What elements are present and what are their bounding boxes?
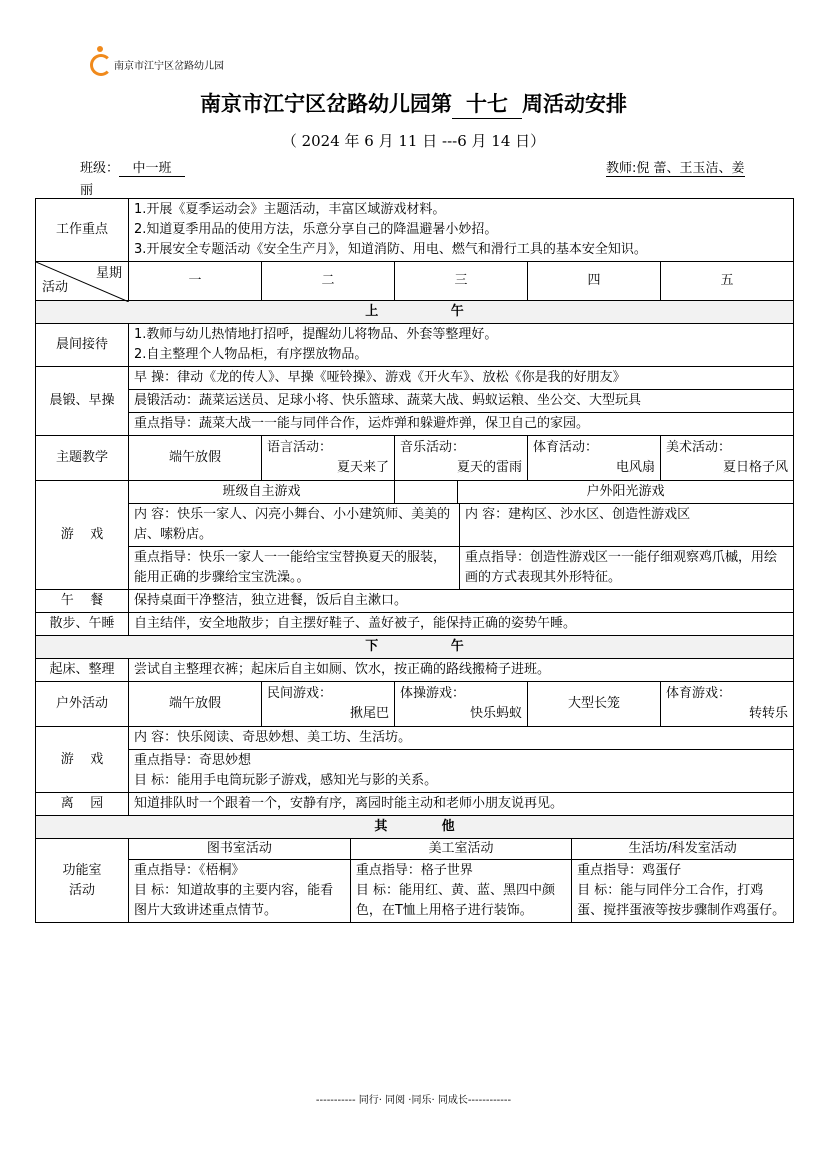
games-focus-cell <box>129 547 794 590</box>
room-goal: 目 标：知道故事的主要内容，能看图片大致讲述重点情节。 <box>134 883 334 918</box>
exercise-activities: 晨锻活动：蔬菜运送员、足球小将、快乐篮球、蔬菜大战、蚂蚁运粮、坐公交、大型玩具 <box>129 390 794 413</box>
room-focus: 重点指导：《梧桐》 <box>134 863 245 878</box>
work-focus-line: 3.开展安全专题活动《安全生产月》，知道消防、用电、燃气和滑行工具的基本安全知识。 <box>134 242 647 257</box>
theme-fri <box>661 436 794 481</box>
games-focus-row <box>36 547 794 590</box>
reception-row <box>36 324 794 367</box>
class-label: 班级： <box>80 161 120 176</box>
leave-content: 知道排队时一个跟着一个，安静有序，离园时能主动和老师小朋友说再见。 <box>129 793 794 816</box>
day-thu: 四 <box>528 262 661 301</box>
outdoor-games-title-cell <box>395 481 794 504</box>
footer-slogan: ----------- 同行· 同阅 ·同乐· 同成长------------ <box>315 1095 512 1106</box>
activity-type: 美术活动： <box>666 440 732 455</box>
life-room-content <box>572 860 793 923</box>
outdoor-label: 户外活动 <box>36 682 129 727</box>
leave-row <box>36 793 794 816</box>
reception-line: 2.自主整理个人物品柜，有序摆放物品。 <box>134 347 368 362</box>
class-info <box>80 157 185 177</box>
art-room-title: 美工室活动 <box>350 839 571 860</box>
work-focus-row <box>36 199 794 262</box>
pm-games-focus-cell <box>129 750 794 793</box>
weekday-header-row <box>36 262 794 301</box>
activity-name: 揪尾巴 <box>349 706 389 721</box>
header-week-label: 星期 <box>95 266 122 281</box>
outdoor-thu: 大型长笼 <box>528 682 661 727</box>
nap-row <box>36 613 794 636</box>
activity-type: 语言活动： <box>267 440 333 455</box>
class-games-title-text: 班级自主游戏 <box>222 484 301 499</box>
day-mon: 一 <box>129 262 262 301</box>
leave-label: 离 园 <box>36 793 129 816</box>
work-focus-label: 工作重点 <box>36 199 129 262</box>
exercise-label: 晨锻、早操 <box>36 367 129 436</box>
activity-name: 夏日格子风 <box>722 460 788 475</box>
pm-games-goal: 目 标：能用手电筒玩影子游戏，感知光与影的关系。 <box>134 773 438 788</box>
outdoor-games-focus: 重点指导：创造性游戏区一一能仔细观察鸡爪槭，用绘画的方式表现其外形特征。 <box>465 550 778 585</box>
class-games-title <box>129 481 395 504</box>
outdoor-row <box>36 682 794 727</box>
exercise-row <box>36 390 794 413</box>
activity-type: 体操游戏： <box>400 686 466 701</box>
kindergarten-logo <box>88 46 224 74</box>
exercise-row <box>36 367 794 390</box>
activity-name: 夏天的雷雨 <box>456 460 522 475</box>
activity-name: 快乐蚂蚁 <box>469 706 522 721</box>
page-title <box>0 88 827 119</box>
class-name: 中一班 <box>119 157 185 177</box>
lunch-content: 保持桌面干净整洁，独立进餐，饭后自主漱口。 <box>129 590 794 613</box>
activity-name: 电风扇 <box>615 460 655 475</box>
teacher-info: 教师:倪 蕾、王玉洁、姜 <box>606 157 745 177</box>
outdoor-wed <box>395 682 528 727</box>
pm-games-content: 内 容：快乐阅读、奇思妙想、美工坊、生活坊。 <box>129 727 794 750</box>
games-content-row <box>36 504 794 547</box>
nap-label: 散步、午睡 <box>36 613 129 636</box>
date-range: （ 2024 年 6 月 11 日 ---6 月 14 日） <box>281 132 546 150</box>
function-room-cell <box>129 839 794 923</box>
theme-thu <box>528 436 661 481</box>
logo-icon <box>88 46 110 74</box>
afternoon-section <box>36 636 794 659</box>
activity-name: 夏天来了 <box>336 460 389 475</box>
function-room-row <box>36 839 794 923</box>
lunch-label: 午 餐 <box>36 590 129 613</box>
exercise-morning: 早 操：律动《龙的传人》、早操《哑铃操》、游戏《开火车》、放松《你是我的好朋友》 <box>129 367 794 390</box>
pm-games-label: 游 戏 <box>36 727 129 793</box>
day-tue: 二 <box>262 262 395 301</box>
class-games-focus: 重点指导：快乐一家人一一能给宝宝替换夏天的服装，能用正确的步骤给宝宝洗澡。。 <box>129 547 460 589</box>
activity-name: 转转乐 <box>748 706 788 721</box>
activity-type: 音乐活动： <box>400 440 466 455</box>
outdoor-games-content: 内 容：建构区、沙水区、创造性游戏区 <box>465 507 691 522</box>
outdoor-games-title: 户外阳光游戏 <box>586 484 665 499</box>
outdoor-tue <box>262 682 395 727</box>
activity-type: 体育活动： <box>533 440 599 455</box>
theme-row <box>36 436 794 481</box>
wakeup-content: 尝试自主整理衣裤；起床后自主如厕、饮水，按正确的路线搬椅子进班。 <box>129 659 794 682</box>
theme-wed <box>395 436 528 481</box>
function-room-label <box>36 839 129 923</box>
nap-content: 自主结伴，安全地散步；自主摆好鞋子、盖好被子，能保持正确的姿势午睡。 <box>129 613 794 636</box>
life-room-title: 生活坊/科发室活动 <box>572 839 793 860</box>
work-focus-line: 2.知道夏季用品的使用方法，乐意分享自己的降温避暑小妙招。 <box>134 222 498 237</box>
room-focus: 重点指导：鸡蛋仔 <box>577 863 682 878</box>
games-title-row <box>36 481 794 504</box>
day-wed: 三 <box>395 262 528 301</box>
reception-label: 晨间接待 <box>36 324 129 367</box>
logo-text: 南京市江宁区岔路幼儿园 <box>114 61 224 72</box>
reception-content <box>129 324 794 367</box>
activity-type: 体育游戏： <box>666 686 732 701</box>
theme-tue <box>262 436 395 481</box>
theme-label: 主题教学 <box>36 436 129 481</box>
other-section <box>36 816 794 839</box>
title-suffix: 周活动安排 <box>522 91 627 116</box>
outdoor-mon: 端午放假 <box>129 682 262 727</box>
work-focus-line: 1.开展《夏季运动会》主题活动，丰富区域游戏材料。 <box>134 202 446 217</box>
reception-line: 1.教师与幼儿热情地打招呼，提醒幼儿将物品、外套等整理好。 <box>134 327 498 342</box>
lunch-row <box>36 590 794 613</box>
pm-games-focus: 重点指导：奇思妙想 <box>134 753 252 768</box>
function-room-label-text: 功能室活动 <box>62 862 102 898</box>
library-content <box>129 860 350 923</box>
room-goal: 目 标：能用红、黄、蓝、黑四中颜色，在T恤上用格子进行装饰。 <box>355 883 555 918</box>
title-week: 十七 <box>452 88 522 119</box>
outdoor-fri <box>661 682 794 727</box>
activity-type: 民间游戏： <box>267 686 333 701</box>
class-games-content: 内 容：快乐一家人、闪亮小舞台、小小建筑师、美美的店、嗦粉店。 <box>129 504 460 546</box>
other-heading: 其 他 <box>36 816 794 839</box>
title-prefix: 南京市江宁区岔路幼儿园第 <box>200 91 452 116</box>
header-corner <box>36 262 129 301</box>
exercise-row <box>36 413 794 436</box>
room-focus: 重点指导：格子世界 <box>355 863 473 878</box>
room-goal: 目 标：能与同伴分工合作，打鸡蛋、搅拌蛋液等按步骤制作鸡蛋仔。 <box>577 883 786 918</box>
pm-games-row <box>36 727 794 750</box>
afternoon-heading: 下 午 <box>36 636 794 659</box>
work-focus-content <box>129 199 794 262</box>
header-activity-label: 活动 <box>42 280 69 295</box>
wakeup-label: 起床、整理 <box>36 659 129 682</box>
morning-section <box>36 301 794 324</box>
library-title: 图书室活动 <box>129 839 350 860</box>
morning-heading: 上 午 <box>36 301 794 324</box>
exercise-focus: 重点指导：蔬菜大战一一能与同伴合作，运炸弹和躲避炸弹，保卫自己的家园。 <box>129 413 794 436</box>
wakeup-row <box>36 659 794 682</box>
games-label: 游 戏 <box>36 481 129 590</box>
teacher-info-cont: 丽 <box>80 179 128 199</box>
day-fri: 五 <box>661 262 794 301</box>
art-room-content <box>350 860 571 923</box>
pm-games-row <box>36 750 794 793</box>
schedule-table <box>35 198 794 923</box>
games-content-cell <box>129 504 794 547</box>
theme-mon: 端午放假 <box>129 436 262 481</box>
